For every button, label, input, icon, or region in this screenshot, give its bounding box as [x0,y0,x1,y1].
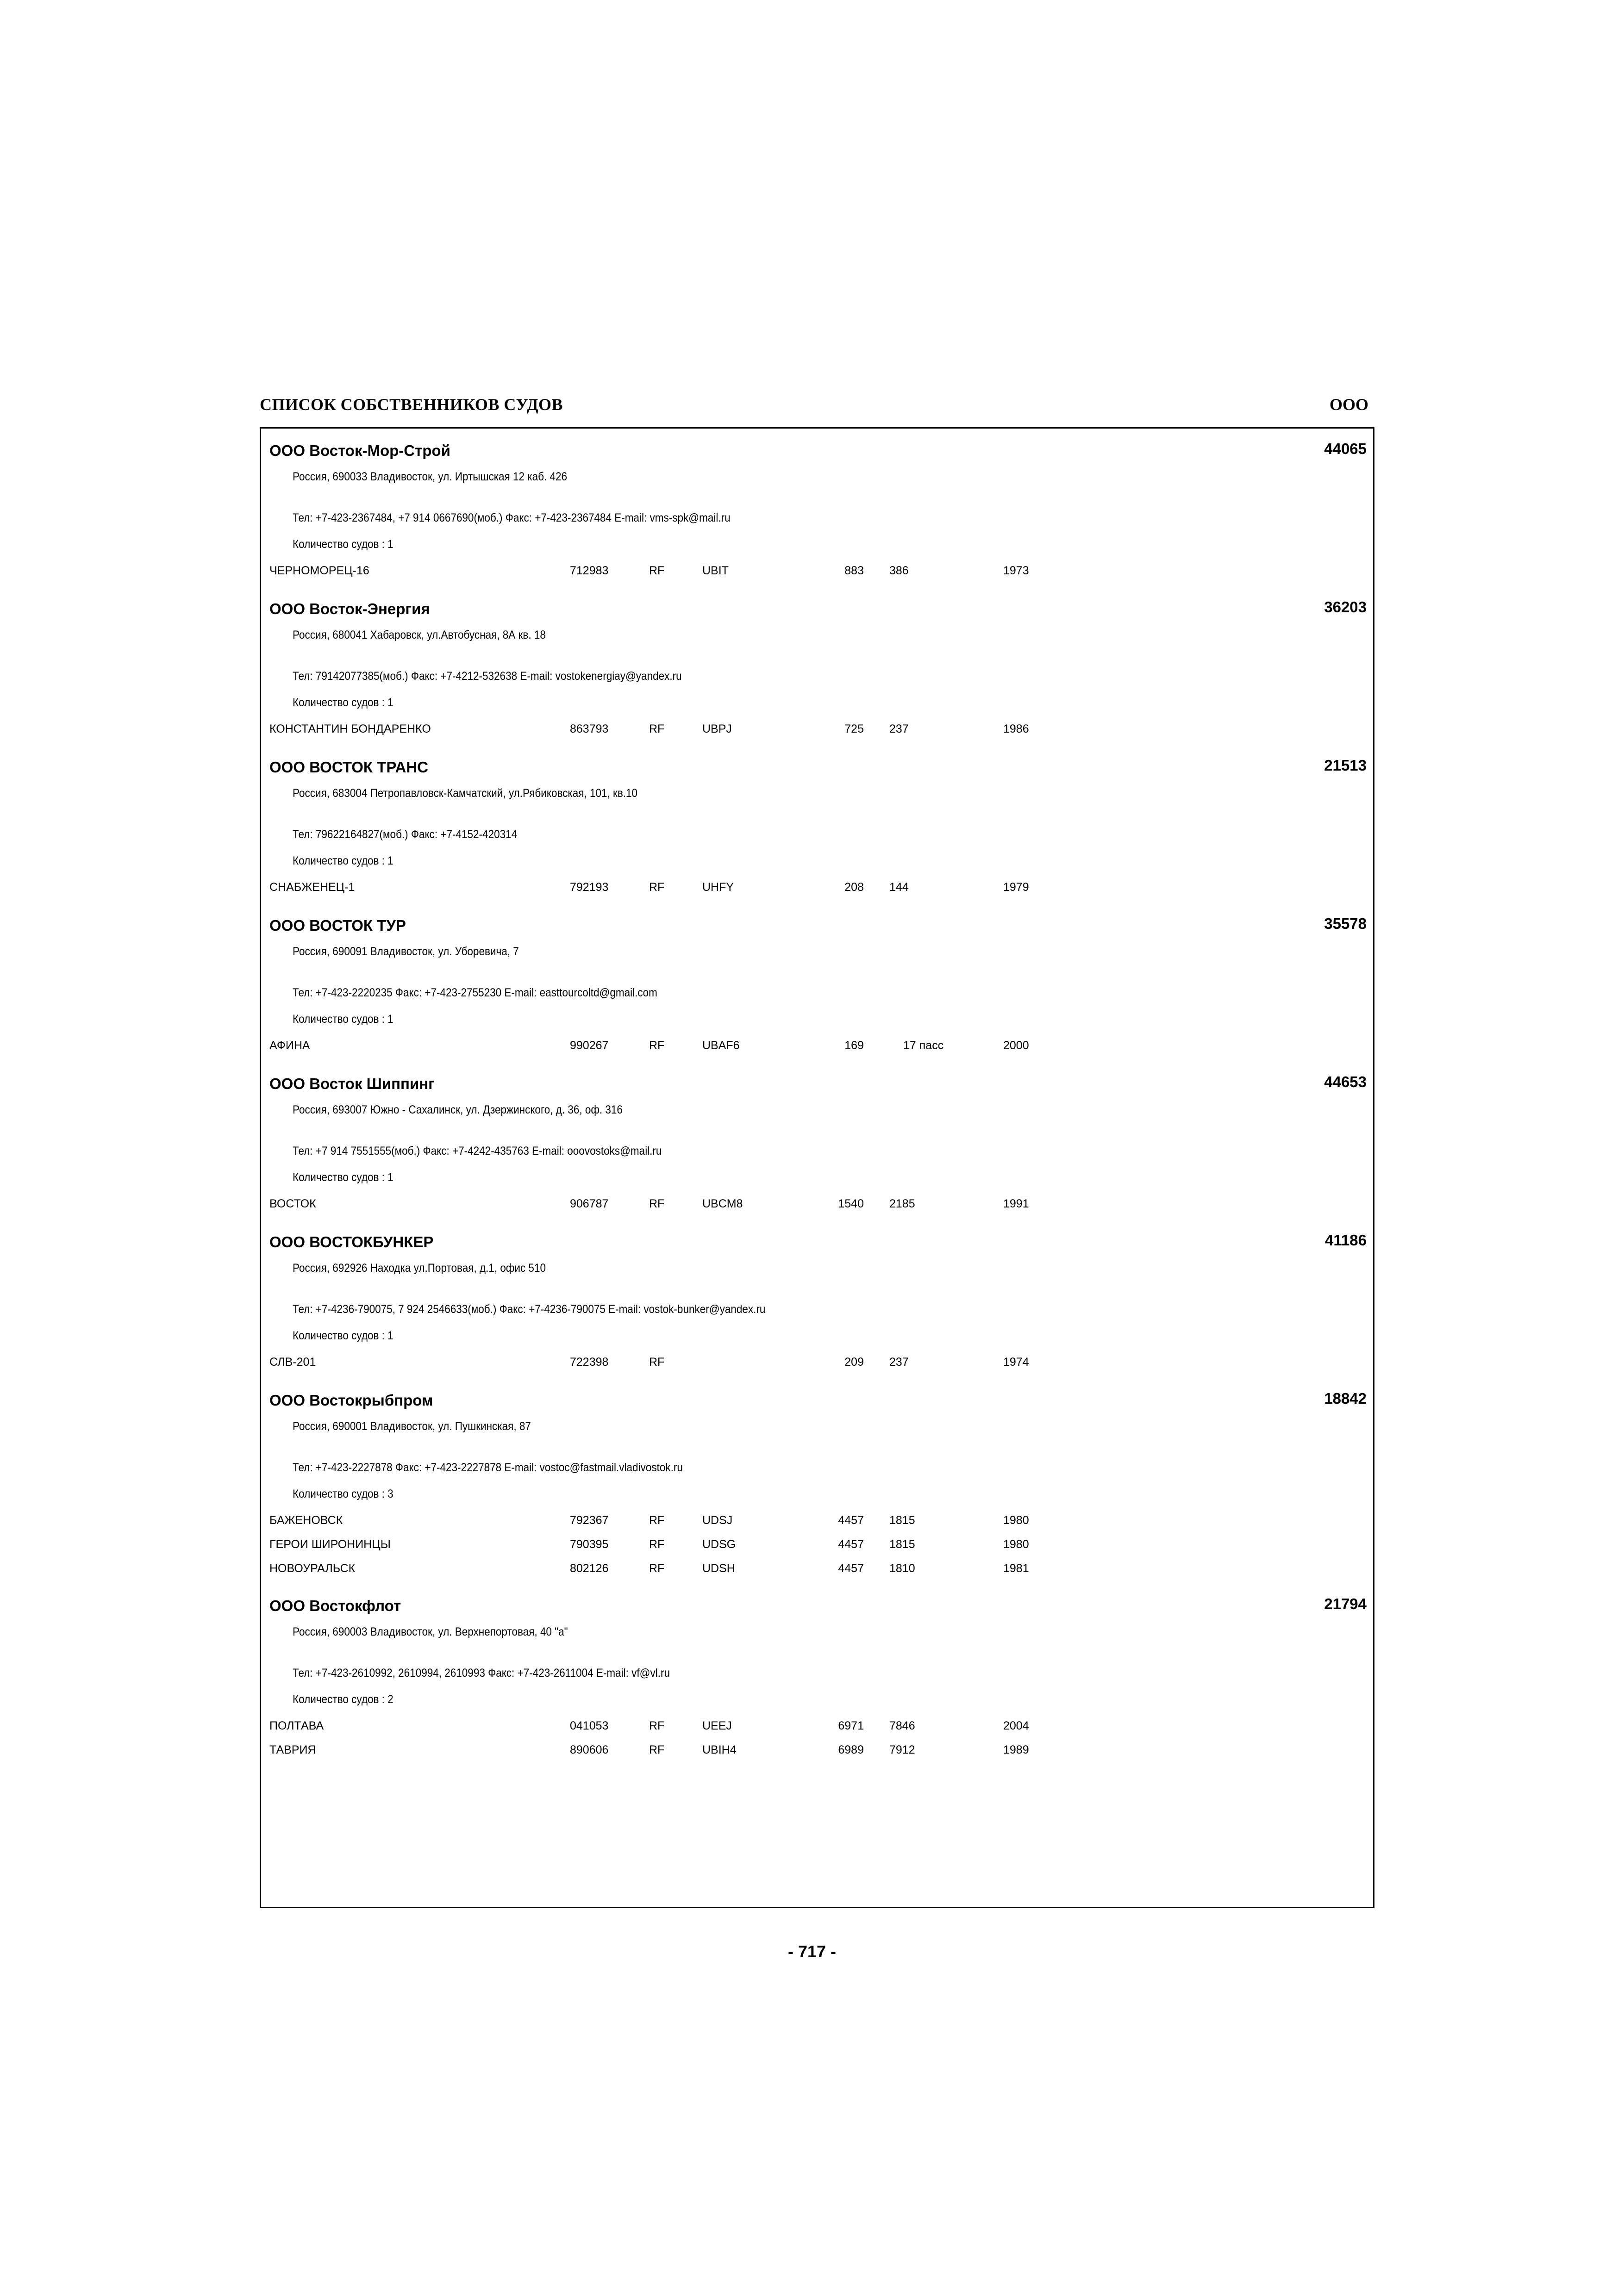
vessel-callsign: UEEJ [702,1719,732,1732]
company-code: 21794 [1324,1595,1367,1612]
vessel-name: ЧЕРНОМОРЕЦ-16 [269,564,369,577]
vessel-name: СНАБЖЕНЕЦ-1 [269,881,355,894]
vessel-flag: RF [649,1743,665,1756]
company-name: ООО Восток Шиппинг [269,1075,435,1092]
vessel-year: 1981 [1003,1562,1029,1575]
vessel-row [261,1719,1373,1738]
vessel-tonnage: 208 [844,881,864,894]
company-code: 21513 [1324,757,1367,774]
company-code: 44065 [1324,440,1367,457]
vessel-tonnage: 1540 [838,1197,864,1210]
vessel-count: Количество судов : 1 [293,854,394,867]
vessel-callsign: UDSH [702,1562,735,1575]
vessel-tonnage: 169 [844,1039,864,1052]
vessel-row [261,1514,1373,1532]
vessel-name: ТАВРИЯ [269,1743,316,1756]
vessel-year: 1979 [1003,881,1029,894]
vessel-year: 2000 [1003,1039,1029,1052]
company-address: Россия, 683004 Петропавловск-Камчатский, ул.Рябиковская, 101, кв.10 [293,787,638,800]
page-header-code: ООО [1329,395,1368,414]
vessel-name: СЛВ-201 [269,1356,316,1369]
vessel-flag: RF [649,1538,665,1551]
vessel-count: Количество судов : 1 [293,1013,394,1026]
company-address: Россия, 690003 Владивосток, ул. Верхнепортовая, 40 "а" [293,1625,568,1638]
company-contacts: Тел: +7-423-2227878 Факс: +7-423-2227878 E-mail: vostoc@fastmail.vladivostok.ru [293,1461,683,1474]
vessel-imo: 041053 [570,1719,609,1732]
vessel-tonnage: 4457 [838,1538,864,1551]
company-address: Россия, 690091 Владивосток, ул. Уборевича, 7 [293,945,519,958]
vessel-year: 1989 [1003,1743,1029,1756]
vessel-row [261,1743,1373,1762]
vessel-imo: 790395 [570,1538,609,1551]
vessel-flag: RF [649,1719,665,1732]
vessel-deadweight: 7912 [889,1743,915,1756]
vessel-tonnage: 725 [844,722,864,735]
vessel-row [261,722,1373,741]
company-address: Россия, 692926 Находка ул.Портовая, д.1, офис 510 [293,1262,546,1275]
vessel-year: 1974 [1003,1356,1029,1369]
vessel-count: Количество судов : 1 [293,1329,394,1342]
vessel-deadweight: 1815 [889,1514,915,1527]
vessel-name: КОНСТАНТИН БОНДАРЕНКО [269,722,431,735]
company-name: ООО ВОСТОКБУНКЕР [269,1233,434,1251]
company-contacts: Тел: +7-423-2610992, 2610994, 2610993 Факс: +7-423-2611004 E-mail: vf@vl.ru [293,1667,670,1680]
company-name: ООО Востокфлот [269,1597,401,1614]
vessel-callsign: UDSG [702,1538,736,1551]
vessel-tonnage: 4457 [838,1562,864,1575]
page-header-title: СПИСОК СОБСТВЕННИКОВ СУДОВ [260,395,563,414]
page-number: - 717 - [787,1942,837,1961]
vessel-row [261,1356,1373,1374]
vessel-tonnage: 6971 [838,1719,864,1732]
company-contacts: Тел: +7-423-2367484, +7 914 0667690(моб.) Факс: +7-423-2367484 E-mail: vms-spk@mail.ru [293,511,731,524]
company-contacts: Тел: +7-4236-790075, 7 924 2546633(моб.) Факс: +7-4236-790075 E-mail: vostok-bunker@yandex.ru [293,1303,766,1316]
vessel-deadweight: 7846 [889,1719,915,1732]
vessel-imo: 722398 [570,1356,609,1369]
vessel-deadweight: 237 [889,722,909,735]
company-code: 35578 [1324,915,1367,932]
company-code: 41186 [1325,1232,1367,1249]
vessel-year: 2004 [1003,1719,1029,1732]
company-code: 44653 [1324,1073,1367,1090]
vessel-name: БАЖЕНОВСК [269,1514,343,1527]
company-name: ООО Востокрыбпром [269,1392,433,1409]
vessel-count: Количество судов : 1 [293,1171,394,1184]
company-name: ООО Восток-Энергия [269,600,430,617]
company-code: 18842 [1324,1390,1367,1407]
vessel-deadweight: 144 [889,881,909,894]
vessel-callsign: UBIT [702,564,729,577]
vessel-row [261,1197,1373,1216]
company-contacts: Тел: +7-423-2220235 Факс: +7-423-2755230 E-mail: easttourcoltd@gmail.com [293,986,657,999]
vessel-name: ПОЛТАВА [269,1719,324,1732]
vessel-tonnage: 4457 [838,1514,864,1527]
vessel-row [261,881,1373,899]
vessel-flag: RF [649,1197,665,1210]
vessel-deadweight: 1810 [889,1562,915,1575]
vessel-name: НОВОУРАЛЬСК [269,1562,356,1575]
vessel-deadweight: 2185 [889,1197,915,1210]
vessel-tonnage: 883 [844,564,864,577]
vessel-deadweight: 237 [889,1356,909,1369]
vessel-imo: 802126 [570,1562,609,1575]
vessel-year: 1986 [1003,722,1029,735]
vessel-year: 1980 [1003,1514,1029,1527]
vessel-deadweight: 1815 [889,1538,915,1551]
owners-list-frame [260,427,1374,1908]
vessel-count: Количество судов : 3 [293,1487,394,1500]
vessel-flag: RF [649,564,665,577]
vessel-tonnage: 209 [844,1356,864,1369]
company-address: Россия, 693007 Южно - Сахалинск, ул. Дзержинского, д. 36, оф. 316 [293,1103,623,1116]
vessel-flag: RF [649,1562,665,1575]
vessel-callsign: UHFY [702,881,734,894]
company-address: Россия, 680041 Хабаровск, ул.Автобусная, 8А кв. 18 [293,628,546,641]
vessel-count: Количество судов : 1 [293,696,394,709]
vessel-imo: 792193 [570,881,609,894]
company-name: ООО ВОСТОК ТУР [269,917,406,934]
vessel-callsign: UDSJ [702,1514,733,1527]
company-name: ООО Восток-Мор-Строй [269,442,450,459]
vessel-year: 1980 [1003,1538,1029,1551]
vessel-row [261,1039,1373,1058]
company-contacts: Тел: 79622164827(моб.) Факс: +7-4152-420314 [293,828,518,841]
company-contacts: Тел: +7 914 7551555(моб.) Факс: +7-4242-435763 E-mail: ooovostoks@mail.ru [293,1145,662,1157]
company-name: ООО ВОСТОК ТРАНС [269,759,428,776]
vessel-imo: 890606 [570,1743,609,1756]
vessel-count: Количество судов : 2 [293,1693,394,1706]
vessel-count: Количество судов : 1 [293,538,394,551]
vessel-deadweight: 386 [889,564,909,577]
company-code: 36203 [1324,598,1367,616]
vessel-row [261,564,1373,583]
vessel-flag: RF [649,1039,665,1052]
company-contacts: Тел: 79142077385(моб.) Факс: +7-4212-532638 E-mail: vostokenergiay@yandex.ru [293,670,682,683]
vessel-flag: RF [649,722,665,735]
vessel-flag: RF [649,881,665,894]
vessel-year: 1991 [1003,1197,1029,1210]
vessel-tonnage: 6989 [838,1743,864,1756]
vessel-row [261,1538,1373,1556]
vessel-imo: 792367 [570,1514,609,1527]
vessel-name: АФИНА [269,1039,310,1052]
vessel-callsign: UBAF6 [702,1039,740,1052]
vessel-imo: 906787 [570,1197,609,1210]
vessel-name: ВОСТОК [269,1197,316,1210]
company-address: Россия, 690001 Владивосток, ул. Пушкинская, 87 [293,1420,531,1433]
vessel-row [261,1562,1373,1580]
vessel-callsign: UBCM8 [702,1197,743,1210]
vessel-deadweight: 17 пасс [903,1039,944,1052]
vessel-callsign: UBIH4 [702,1743,737,1756]
vessel-year: 1973 [1003,564,1029,577]
vessel-flag: RF [649,1356,665,1369]
company-address: Россия, 690033 Владивосток, ул. Иртышская 12 каб. 426 [293,470,568,483]
vessel-imo: 863793 [570,722,609,735]
vessel-name: ГЕРОИ ШИРОНИНЦЫ [269,1538,391,1551]
vessel-imo: 712983 [570,564,609,577]
vessel-flag: RF [649,1514,665,1527]
vessel-callsign: UBPJ [702,722,732,735]
vessel-imo: 990267 [570,1039,609,1052]
